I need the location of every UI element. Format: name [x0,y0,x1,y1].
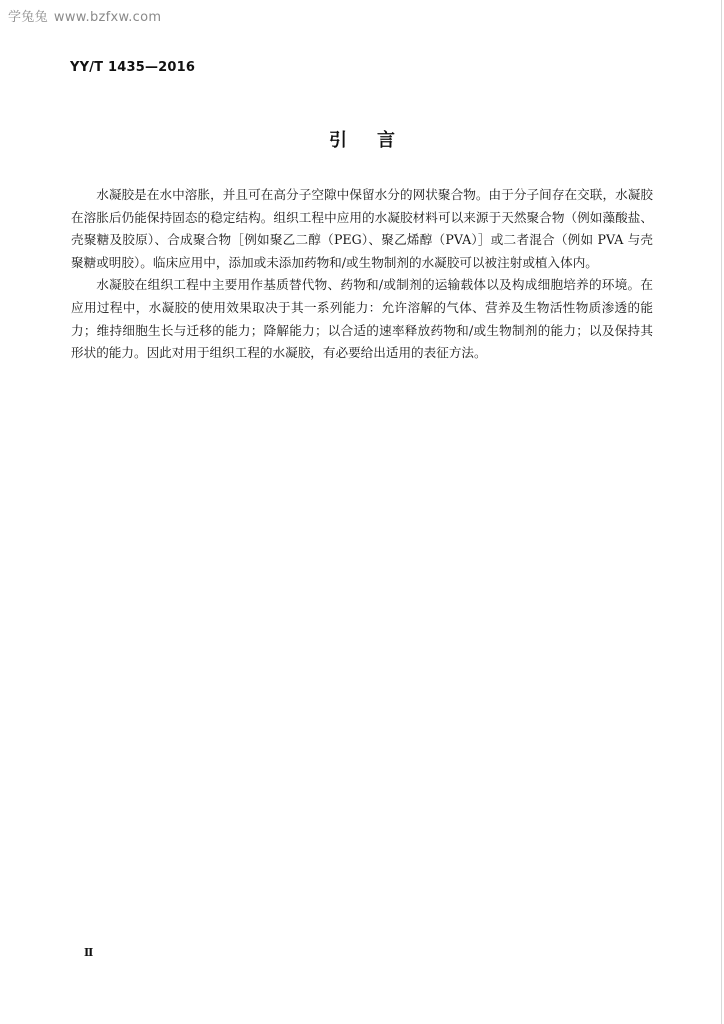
watermark-site-name: 学兔兔 [8,10,48,25]
page-number: Ⅱ [84,946,94,959]
body-text [71,184,653,365]
watermark-url: www.bzfxw.com [53,10,162,25]
standard-code: YY/T 1435—2016 [70,60,196,75]
paragraph-1: 水凝胶是在水中溶胀，并且可在高分子空隙中保留水分的网状聚合物。由于分子间存在交联，水凝胶在溶胀后仍能保持固态的稳定结构。组织工程中应用的水凝胶材料可以来源于天然聚合物（例如藻酸盐、壳聚糖及胶原）、合成聚合物［例如聚乙二醇（PEG）、聚乙烯醇（PVA）］或二者混合（例如 PVA 与壳聚糖或明胶）。临床应用中，添加或未添加药物和/或生物制剂的水凝胶可以被注射或植入体内。 [71,187,653,270]
page-edge-divider [721,0,722,1024]
paragraph-2: 水凝胶在组织工程中主要用作基质替代物、药物和/或制剂的运输载体以及构成细胞培养的环境。在应用过程中，水凝胶的使用效果取决于其一系列能力：允许溶解的气体、营养及生物活性物质渗透的能力；维持细胞生长与迁移的能力；降解能力；以合适的速率释放药物和/或生物制剂的能力；以及保持其形状的能力。因此对用于组织工程的水凝胶，有必要给出适用的表征方法。 [71,277,653,361]
section-title: 引言 [329,130,425,151]
watermark [8,6,161,25]
